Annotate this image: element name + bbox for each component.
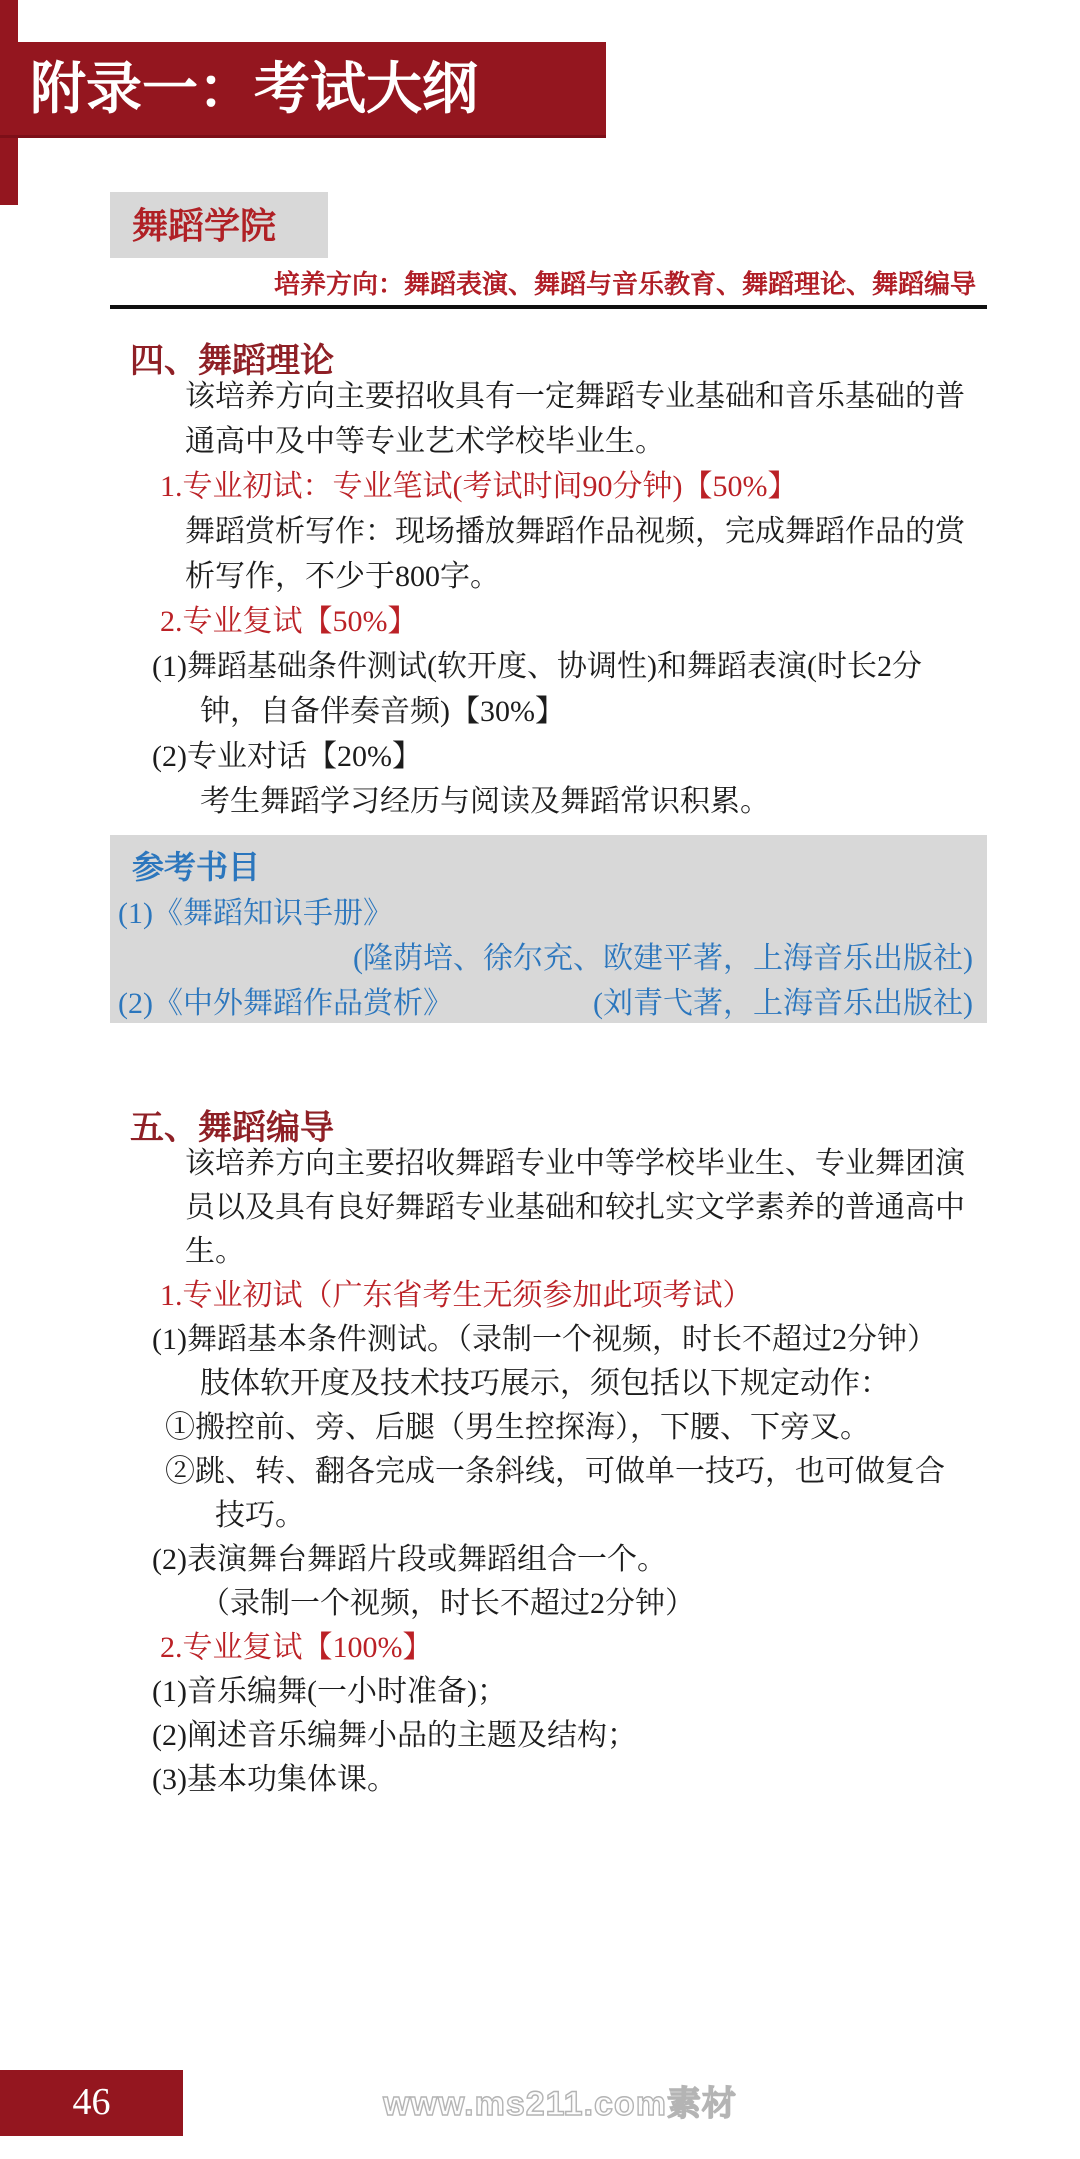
- text-line: 技巧。: [215, 1499, 305, 1532]
- section-4-heading: 四、舞蹈理论: [130, 343, 334, 380]
- text-line: 该培养方向主要招收具有一定舞蹈专业基础和音乐基础的普: [185, 380, 965, 413]
- text-line: 生。: [185, 1235, 245, 1268]
- reference-line: [118, 891, 973, 936]
- watermark: www.ms211.com素材: [383, 2085, 737, 2123]
- text-line: (2)阐述音乐编舞小品的主题及结构；: [152, 1719, 637, 1752]
- text-line: ①搬控前、旁、后腿（男生控探海），下腰、下旁叉。: [165, 1411, 870, 1444]
- text-line: (2)专业对话【20%】: [152, 740, 422, 773]
- text-line: (2)表演舞台舞蹈片段或舞蹈组合一个。: [152, 1543, 667, 1576]
- section-5-body: [110, 1142, 1010, 1802]
- text-line: 2.专业复试【50%】: [160, 605, 418, 638]
- text-line: 2.专业复试【100%】: [160, 1631, 433, 1664]
- text-line: （录制一个视频，时长不超过2分钟）: [200, 1587, 695, 1620]
- book-authors: (刘青弋著，上海音乐出版社): [593, 987, 973, 1020]
- reference-list: [118, 891, 973, 1026]
- divider-line: [110, 305, 987, 309]
- footer-page-box: [0, 2070, 183, 2136]
- text-line: 该培养方向主要招收舞蹈专业中等学校毕业生、专业舞团演: [185, 1147, 965, 1180]
- training-directions: 培养方向：舞蹈表演、舞蹈与音乐教育、舞蹈理论、舞蹈编导: [273, 270, 976, 299]
- school-name: 舞蹈学院: [132, 206, 277, 246]
- text-line: (1)音乐编舞(一小时准备)；: [152, 1675, 507, 1708]
- text-line: 析写作，不少于800字。: [185, 560, 500, 593]
- book-title: (2)《中外舞蹈作品赏析》: [118, 987, 453, 1020]
- text-line: 钟，自备伴奏音频)【30%】: [200, 695, 565, 728]
- page-title: 附录一：考试大纲: [30, 59, 478, 121]
- school-name-box: [110, 192, 328, 258]
- book-authors: (隆荫培、徐尔充、欧建平著，上海音乐出版社): [353, 942, 973, 975]
- reference-line: [118, 936, 973, 981]
- text-line: 1.专业初试：专业笔试(考试时间90分钟)【50%】: [160, 470, 798, 503]
- text-line: (3)基本功集体课。: [152, 1763, 397, 1796]
- title-band: [0, 42, 606, 138]
- text-line: ②跳、转、翻各完成一条斜线，可做单一技巧，也可做复合: [165, 1455, 945, 1488]
- text-line: 考生舞蹈学习经历与阅读及舞蹈常识积累。: [200, 785, 770, 818]
- text-line: 肢体软开度及技术技巧展示，须包括以下规定动作：: [200, 1367, 890, 1400]
- text-line: (1)舞蹈基础条件测试(软开度、协调性)和舞蹈表演(时长2分: [152, 650, 922, 683]
- text-line: 员以及具有良好舞蹈专业基础和较扎实文学素养的普通高中: [185, 1191, 965, 1224]
- reference-box: [110, 835, 987, 1023]
- text-line: 1.专业初试（广东省考生无须参加此项考试）: [160, 1279, 753, 1312]
- reference-line: [118, 981, 973, 1026]
- reference-title: 参考书目: [132, 849, 261, 885]
- section-5-heading: 五、舞蹈编导: [130, 1110, 334, 1147]
- text-line: 通高中及中等专业艺术学校毕业生。: [185, 425, 665, 458]
- book-title: (1)《舞蹈知识手册》: [118, 897, 393, 930]
- text-line: (1)舞蹈基本条件测试。（录制一个视频，时长不超过2分钟）: [152, 1323, 937, 1356]
- section-4-body: [110, 374, 1010, 824]
- page-number: 46: [72, 2081, 111, 2123]
- text-line: 舞蹈赏析写作：现场播放舞蹈作品视频，完成舞蹈作品的赏: [185, 515, 965, 548]
